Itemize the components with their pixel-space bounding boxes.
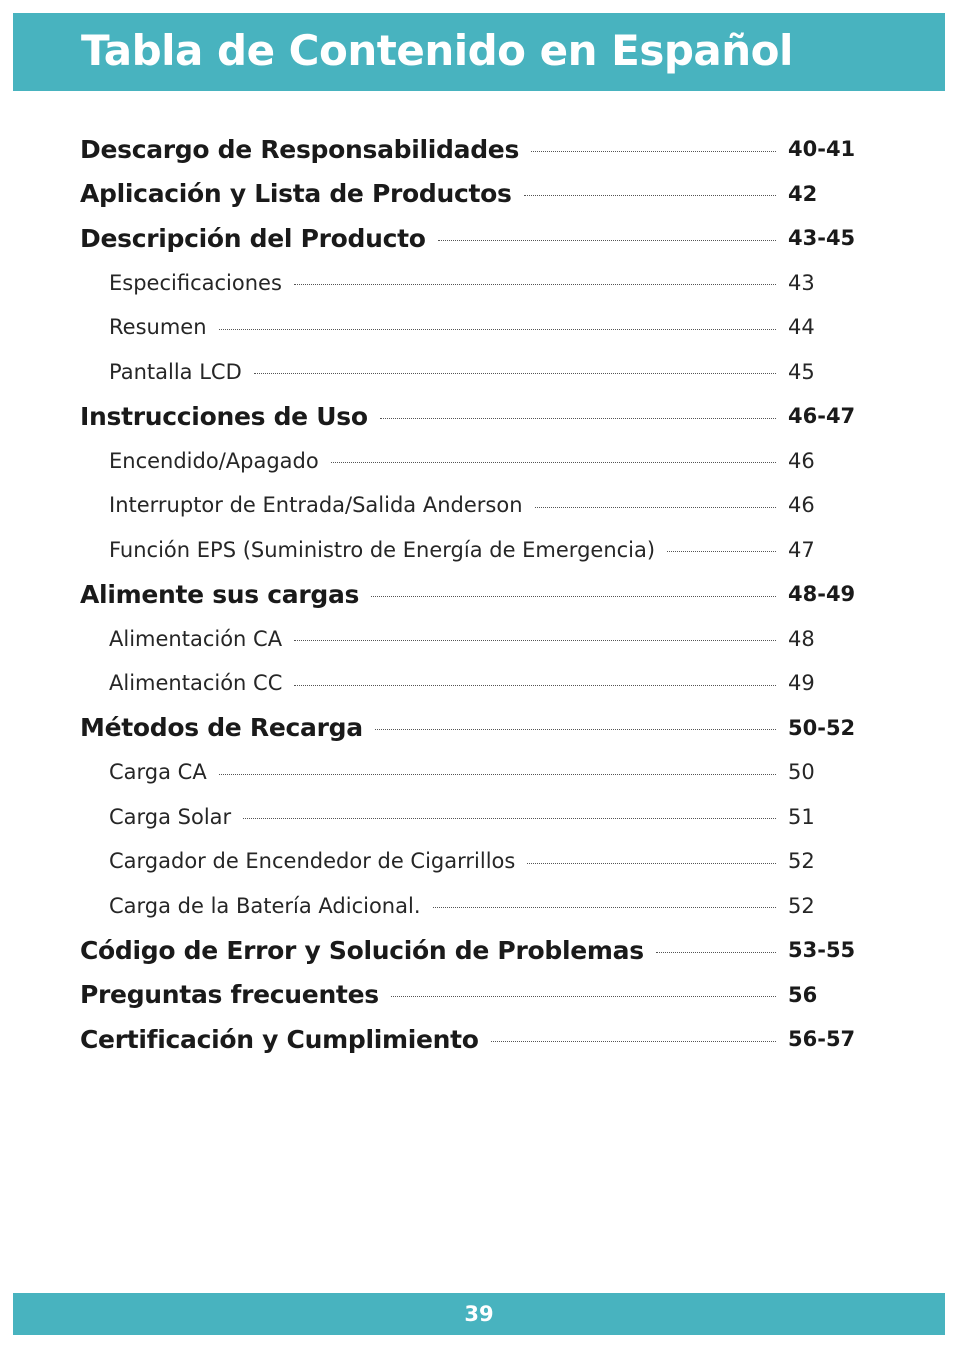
toc-entry-page: 40-41 — [788, 137, 856, 162]
toc-subsection-row[interactable] — [80, 750, 860, 795]
dotted-leader — [531, 151, 776, 152]
toc-entry-page: 48-49 — [788, 582, 856, 607]
dotted-leader — [433, 907, 777, 908]
toc-subsection-row[interactable] — [80, 439, 860, 484]
toc-section-row[interactable] — [80, 572, 860, 617]
toc-entry-page: 43-45 — [788, 226, 856, 251]
toc-entry-label: Descargo de Responsabilidades — [80, 134, 520, 164]
dotted-leader — [438, 240, 776, 241]
toc-section-row[interactable] — [80, 172, 860, 217]
toc-subsection-row[interactable] — [80, 528, 860, 573]
toc-entry-label: Certificación y Cumplimiento — [80, 1024, 479, 1054]
dotted-leader — [667, 551, 776, 552]
table-of-contents — [80, 127, 860, 1062]
page-number: 39 — [464, 1302, 494, 1326]
toc-entry-label: Descripción del Producto — [80, 223, 426, 253]
dotted-leader — [254, 373, 776, 374]
dotted-leader — [331, 462, 776, 463]
toc-entry-label: Interruptor de Entrada/Salida Anderson — [109, 493, 523, 518]
dotted-leader — [294, 284, 776, 285]
toc-entry-page: 52 — [788, 849, 815, 874]
toc-entry-label: Cargador de Encendedor de Cigarrillos — [109, 849, 516, 874]
toc-section-row[interactable] — [80, 1017, 860, 1062]
toc-entry-page: 51 — [788, 804, 815, 829]
dotted-leader — [243, 818, 776, 819]
dotted-leader — [535, 507, 777, 508]
toc-subsection-row[interactable] — [80, 305, 860, 350]
toc-entry-page: 48 — [788, 626, 815, 651]
dotted-leader — [527, 863, 776, 864]
toc-entry-page: 43 — [788, 270, 815, 295]
toc-section-row[interactable] — [80, 394, 860, 439]
dotted-leader — [219, 774, 776, 775]
toc-entry-label: Instrucciones de Uso — [80, 401, 368, 431]
dotted-leader — [294, 685, 776, 686]
toc-section-row[interactable] — [80, 216, 860, 261]
toc-entry-label: Resumen — [109, 315, 207, 340]
toc-subsection-row[interactable] — [80, 350, 860, 395]
dotted-leader — [380, 418, 776, 419]
toc-section-row[interactable] — [80, 127, 860, 172]
toc-entry-label: Función EPS (Suministro de Energía de Emergencia) — [109, 537, 656, 562]
toc-entry-label: Aplicación y Lista de Productos — [80, 179, 512, 209]
toc-entry-label: Alimentación CA — [109, 626, 283, 651]
toc-entry-page: 49 — [788, 671, 815, 696]
toc-subsection-row[interactable] — [80, 795, 860, 840]
toc-entry-page: 53-55 — [788, 938, 856, 963]
toc-entry-page: 50 — [788, 760, 815, 785]
toc-entry-label: Métodos de Recarga — [80, 713, 363, 743]
toc-entry-page: 42 — [788, 181, 818, 206]
dotted-leader — [219, 329, 776, 330]
header-bar — [13, 13, 945, 91]
toc-entry-label: Carga Solar — [109, 804, 232, 829]
toc-entry-page: 56 — [788, 982, 818, 1007]
toc-section-row[interactable] — [80, 928, 860, 973]
toc-subsection-row[interactable] — [80, 261, 860, 306]
toc-entry-page: 45 — [788, 359, 815, 384]
toc-entry-label: Alimente sus cargas — [80, 579, 360, 609]
toc-entry-page: 46-47 — [788, 404, 856, 429]
dotted-leader — [391, 996, 776, 997]
toc-entry-page: 56-57 — [788, 1027, 856, 1052]
toc-subsection-row[interactable] — [80, 884, 860, 929]
toc-entry-label: Carga CA — [109, 760, 207, 785]
dotted-leader — [491, 1041, 776, 1042]
toc-entry-label: Código de Error y Solución de Problemas — [80, 935, 644, 965]
toc-entry-label: Preguntas frecuentes — [80, 980, 379, 1010]
toc-entry-label: Pantalla LCD — [109, 359, 242, 384]
toc-entry-page: 46 — [788, 448, 815, 473]
toc-entry-page: 52 — [788, 893, 815, 918]
toc-subsection-row[interactable] — [80, 617, 860, 662]
page-title: Tabla de Contenido en Español — [81, 26, 793, 75]
dotted-leader — [656, 952, 776, 953]
toc-entry-label: Encendido/Apagado — [109, 448, 319, 473]
toc-section-row[interactable] — [80, 973, 860, 1018]
dotted-leader — [375, 729, 776, 730]
toc-section-row[interactable] — [80, 706, 860, 751]
toc-entry-page: 47 — [788, 537, 815, 562]
toc-entry-label: Carga de la Batería Adicional. — [109, 893, 421, 918]
toc-subsection-row[interactable] — [80, 661, 860, 706]
toc-entry-page: 44 — [788, 315, 815, 340]
dotted-leader — [294, 640, 776, 641]
toc-entry-label: Alimentación CC — [109, 671, 283, 696]
toc-entry-label: Especificaciones — [109, 270, 282, 295]
toc-subsection-row[interactable] — [80, 483, 860, 528]
toc-entry-page: 46 — [788, 493, 815, 518]
dotted-leader — [371, 596, 776, 597]
dotted-leader — [524, 195, 776, 196]
toc-entry-page: 50-52 — [788, 715, 856, 740]
footer-bar — [13, 1293, 945, 1335]
toc-subsection-row[interactable] — [80, 839, 860, 884]
